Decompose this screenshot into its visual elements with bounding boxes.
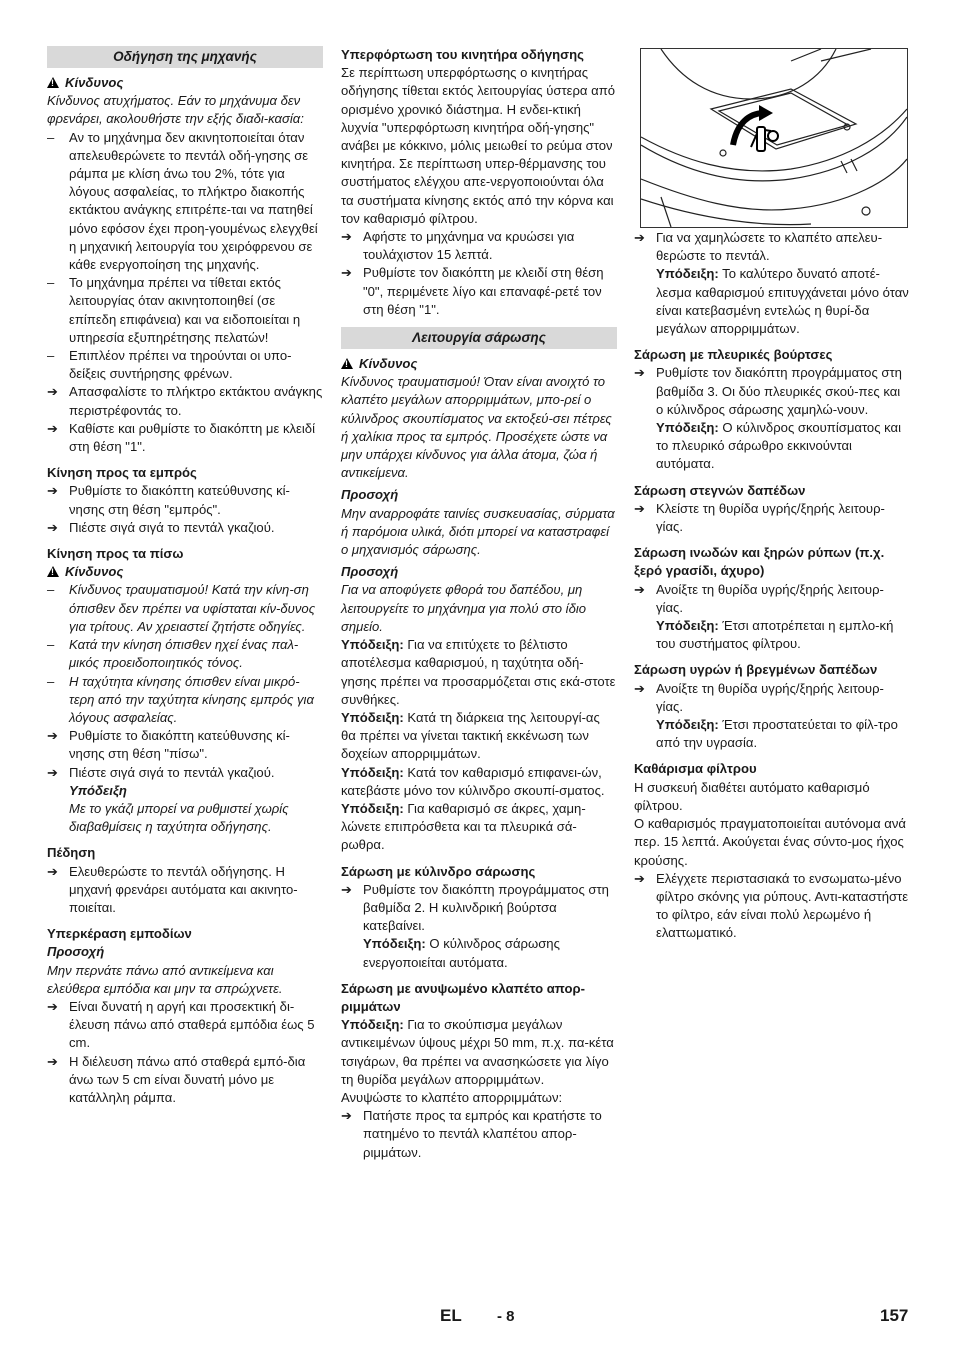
step-item: ➔ Ανοίξτε τη θυρίδα υγρής/ξηρής λειτουρ-γίας. <box>634 680 910 716</box>
right-arrow-icon: ➔ <box>341 229 352 245</box>
right-arrow-icon: ➔ <box>341 881 352 897</box>
paragraph: Η συσκευή διαθέτει αυτόματο καθαρισμό φίλτρου. <box>634 779 870 813</box>
section-title-driving: Οδήγηση της μηχανής <box>47 46 323 68</box>
dash-bullet: – <box>47 348 55 364</box>
step-item: ➔ Αφήστε το μηχάνημα να κρυώσει για τουλάχιστον 15 λεπτά. <box>341 228 617 264</box>
dash-bullet: – <box>47 637 55 653</box>
step-item: ➔ Ρυθμίστε τον διακόπτη προγράμματος στη βαθμίδα 2. Η κυλινδρική βούρτσα κατεβαίνει. <box>341 881 617 936</box>
list-item: – Επιπλέον πρέπει να τηρούνται οι υπο-δείξεις συντήρησης φρένων. <box>47 347 323 383</box>
section-page-number: - 8 <box>497 1308 515 1325</box>
step-item: ➔ Πιέστε σιγά σιγά το πεντάλ γκαζιού. <box>47 764 323 782</box>
caution-text: Μην περνάτε πάνω από αντικείμενα και ελεύθερα εμπόδια και μην τα σπρώχνετε. <box>47 962 283 996</box>
caution-text: Μην αναρροφάτε ταινίες συσκευασίας, σύρματα ή παρόμοια υλικά, διότι μπορεί να καταστραφεί ο μηχανισμός σάρωσης. <box>341 505 615 558</box>
note-paragraph: Υπόδειξη: Το καλύτερο δυνατό αποτέ-λεσμα καθαρισμού επιτυγχάνεται μόνο όταν είναι κατεβασμένη εντελώς η θυρί-δα μεγάλων απορριμμάτων. <box>656 266 909 337</box>
caution-heading: Προσοχή <box>341 564 399 580</box>
heading-overload: Υπερφόρτωση του κινητήρα οδήγησης <box>341 47 584 62</box>
machine-drawing <box>641 49 907 227</box>
note-paragraph: Υπόδειξη: Ο κύλινδρος σάρωσης ενεργοποιείται αυτόματα. <box>363 936 560 970</box>
step-item: ➔ Απασφαλίστε το πλήκτρο εκτάκτου ανάγκης περιστρέφοντάς το. <box>47 383 323 419</box>
step-item: ➔ Καθίστε και ρυθμίστε το διακόπτη με κλειδί στη θέση "1". <box>47 420 323 456</box>
heading-fibrous-dirt: Σάρωση ινωδών και ξηρών ρύπων (π.χ. ξερό γρασίδι, άχυρο) <box>634 545 885 579</box>
step-item: ➔ Ρυθμίστε το διακόπτη κατεύθυνσης κί-νησης στη θέση "εμπρός". <box>47 482 323 518</box>
right-arrow-icon: ➔ <box>47 764 58 780</box>
right-arrow-icon: ➔ <box>634 230 645 245</box>
right-arrow-icon: ➔ <box>47 519 58 535</box>
note-paragraph: Υπόδειξη: Ο κύλινδρος σκουπίσματος και το πλευρικό σάρωθρο εκκινούνται αυτόματα. <box>656 420 902 472</box>
note-paragraph: Υπόδειξη: Κατά τη διάρκεια της λειτουργί-ας θα πρέπει να γίνεται τακτική εκκένωση των δοχείων απορριμμάτων. <box>341 709 600 762</box>
dash-bullet: – <box>47 275 55 291</box>
right-arrow-icon: ➔ <box>634 680 645 696</box>
right-arrow-icon: ➔ <box>341 1108 352 1124</box>
right-arrow-icon: ➔ <box>634 870 645 886</box>
right-arrow-icon: ➔ <box>341 265 352 281</box>
column-2 <box>341 46 617 1162</box>
right-arrow-icon: ➔ <box>634 581 645 597</box>
warning-text: Κίνδυνος τραυματισμού! Όταν είναι ανοιχτό το κλαπέτο μεγάλων απορριμμάτων, μπο-ρεί ο κύλινδρος σκουπίσματος να εκτοξεύ-σει πέτρες ή χαλίκια προς τα εμπρός. Προσέχετε ώστε να μην υπάρχει κίνδυνος για άλλα άτομα, ζώα ή αντικείμενα. <box>341 374 612 481</box>
step-item: ➔ Για να χαμηλώσετε το κλαπέτο απελευ-θερώστε το πεντάλ. <box>634 229 910 265</box>
right-arrow-icon: ➔ <box>47 728 58 744</box>
heading-dry-floors: Σάρωση στεγνών δαπέδων <box>634 482 806 498</box>
paragraph: Ανυψώστε το κλαπέτο απορριμμάτων: <box>341 1089 563 1105</box>
pedal-illustration <box>640 48 908 228</box>
list-item: – Κίνδυνος τραυματισμού! Κατά την κίνη-ση όπισθεν δεν πρέπει να υφίσταται κίν-δυνος για τρίτους. Αν χρειαστεί ζητήστε οδηγίες. <box>47 581 323 636</box>
note-paragraph: Υπόδειξη: Για καθαρισμό σε άκρες, χαμη-λώνετε επιπρόσθετα και τα πλευρικά σά-ρωθρα. <box>341 800 586 853</box>
right-arrow-icon: ➔ <box>47 420 58 436</box>
warning-heading: !Κίνδυνος <box>341 355 617 373</box>
note-text: Με το γκάζι μπορεί να ρυθμιστεί χωρίς διαβαθμίσεις η ταχύτητα οδήγησης. <box>69 800 289 835</box>
list-item: – Κατά την κίνηση όπισθεν ηχεί ένας παλ-μικός προειδοποιητικός τόνος. <box>47 636 323 672</box>
dash-bullet: – <box>47 129 55 145</box>
step-item: ➔ Ρυθμίστε το διακόπτη κατεύθυνσης κί-νησης στη θέση "πίσω". <box>47 727 323 763</box>
note-paragraph: Υπόδειξη: Κατά τον καθαρισμό επιφανει-ών, κατεβάστε μόνο τον κύλινδρο σκουπί-σματος. <box>341 764 605 798</box>
heading-side-brushes: Σάρωση με πλευρικές βούρτσες <box>634 347 833 363</box>
right-arrow-icon: ➔ <box>47 1053 58 1069</box>
warning-triangle-icon <box>341 358 353 369</box>
heading-filter-cleaning: Καθάρισμα φίλτρου <box>634 761 757 777</box>
right-arrow-icon: ➔ <box>47 998 58 1014</box>
step-item: ➔ Η διέλευση πάνω από σταθερά εμπό-δια άνω των 5 cm είναι δυνατή μόνο με κατάλληλη ράμπα. <box>47 1053 323 1108</box>
right-arrow-icon: ➔ <box>47 483 58 499</box>
note-paragraph: Υπόδειξη: Για το σκούπισμα μεγάλων αντικειμένων ύψους μέχρι 50 mm, π.χ. πα-κέτα τσιγάρων, θα πρέπει να ανασηκώσετε για λίγο τη θυρίδα μεγάλων απορριμμάτων. <box>341 1017 614 1087</box>
step-item: ➔ Πατήστε προς τα εμπρός και κρατήστε το πατημένο το πεντάλ κλαπέτου απορ-ριμμάτων. <box>341 1107 617 1162</box>
heading-reverse: Κίνηση προς τα πίσω <box>47 546 184 562</box>
note-paragraph: Υπόδειξη: Έτσι προστατεύεται το φίλ-τρο από την υγρασία. <box>656 717 898 751</box>
paragraph: Ο καθαρισμός πραγματοποιείται αυτόνομα ανά περ. 15 λεπτά. Ακούγεται ένας σύντο-μος ήχος κρούσης. <box>634 816 906 868</box>
step-item: ➔ Ρυθμίστε τον διακόπτη με κλειδί στη θέση "0", περιμένετε λίγο και επαναφέ-ρετέ τον στη θέση "1". <box>341 264 617 319</box>
step-item: ➔ Ανοίξτε τη θυρίδα υγρής/ξηρής λειτουρ-γίας. <box>634 581 910 617</box>
dash-bullet: – <box>47 673 55 689</box>
column-1 <box>47 46 323 1107</box>
right-arrow-icon: ➔ <box>47 384 58 400</box>
warning-heading: !Κίνδυνος <box>47 563 323 581</box>
list-item: – Η ταχύτητα κίνησης όπισθεν είναι μικρό-τερη από την ταχύτητα κίνησης εμπρός για λόγους ασφαλείας. <box>47 673 323 728</box>
caution-text: Για να αποφύγετε φθορά του δαπέδου, μη λειτουργείτε το μηχάνημα για πολύ στο ίδιο σημείο. <box>341 582 587 634</box>
caution-heading: Προσοχή <box>47 944 105 960</box>
right-arrow-icon: ➔ <box>634 365 645 381</box>
right-arrow-icon: ➔ <box>634 500 645 516</box>
column-3 <box>634 229 910 943</box>
warning-triangle-icon <box>47 77 59 88</box>
step-item: ➔ Πιέστε σιγά σιγά το πεντάλ γκαζιού. <box>47 519 323 537</box>
caution-heading: Προσοχή <box>341 487 399 503</box>
warning-text: Κίνδυνος ατυχήματος. Εάν το μηχάνυμα δεν φρενάρει, ακολουθήστε την εξής διαδι-κασία: <box>47 93 304 127</box>
step-item: ➔ Κλείστε τη θυρίδα υγρής/ξηρής λειτουρ-γίας. <box>634 500 910 536</box>
right-arrow-icon: ➔ <box>47 863 58 879</box>
paragraph: Σε περίπτωση υπερφόρτωσης ο κινητήρας οδήγησης τίθεται εκτός λειτουργίας ύστερα από ορισμένο χρονικό διάστημα. Η ενδει-κτική λυχνία "υπερφόρτωση κινητήρα οδή-γησης" ανάβει με κόκκινο, μόλις μειωθεί το ρεύμα στον κινητήρα. Σε περίπτωση υπερ-θέρμανσης του συστήματος ελέγχου απε-νεργοποιούνται όλα τα συστήματα κίνησης εκτός από την κόρνα και τον καθαρισμό φίλτρου. <box>341 65 616 226</box>
dash-bullet: – <box>47 582 55 598</box>
note-paragraph: Υπόδειξη: Έτσι αποτρέπεται η εμπλο-κή του συστήματος φίλτρου. <box>656 618 894 652</box>
step-item: ➔ Είναι δυνατή η αργή και προσεκτική δι-έλευση πάνω από σταθερά εμπόδια έως 5 cm. <box>47 998 323 1053</box>
heading-obstacles: Υπερκέραση εμποδίων <box>47 926 192 942</box>
heading-braking: Πέδηση <box>47 845 96 861</box>
step-item: ➔ Ελευθερώστε το πεντάλ οδήγησης. Η μηχανή φρενάρει αυτόματα και ακινητο-ποιείται. <box>47 863 323 918</box>
page-number: 157 <box>880 1306 909 1325</box>
heading-wet-floors: Σάρωση υγρών ή βρεγμένων δαπέδων <box>634 662 878 678</box>
section-title-sweeping: Λειτουργία σάρωσης <box>341 327 617 349</box>
step-item: ➔ Ελέγχετε περιστασιακά το ενσωματω-μένο φίλτρο σκόνης για ρύπους. Αντι-καταστήστε το φίλτρο, εάν είναι πολύ λερωμένο ή ελαττωματικό. <box>634 870 910 943</box>
warning-heading: !Κίνδυνος <box>47 74 323 92</box>
list-item: – Αν το μηχάνημα δεν ακινητοποιείται όταν απελευθερώνετε το πεντάλ οδή-γησης σε ράμπα με κλίση άνω του 2%, τότε για λόγους ασφαλείας, το πλήκτρο διακοπής εκτάκτου ανάγκης επιτρέπε-ται να πατηθεί μόνο εφόσον έχει προη-γουμένως ελεγχθεί η μηχανική λειτουργία του χειρόφρενου σε κάθε ενεργοποίηση της μηχανής. <box>47 129 323 275</box>
note-title: Υπόδειξη <box>69 782 127 798</box>
heading-raised-flap: Σάρωση με ανυψωμένο κλαπέτο απορ-ριμμάτων <box>341 980 585 1014</box>
step-item: ➔ Ρυθμίστε τον διακόπτη προγράμματος στη βαθμίδα 3. Οι δύο πλευρικές σκού-πες και ο κύλινδρος σάρωσης χαμηλώ-νουν. <box>634 364 910 419</box>
note-paragraph: Υπόδειξη: Για να επιτύχετε το βέλτιστο αποτέλεσμα καθαρισμού, η ταχύτητα οδή-γησης πρέπει να προσαρμόζεται στις εκά-στοτε συνθήκες. <box>341 637 616 707</box>
language-code: EL <box>440 1306 462 1325</box>
heading-forward: Κίνηση προς τα εμπρός <box>47 465 197 481</box>
heading-roller: Σάρωση με κύλινδρο σάρωσης <box>341 863 536 879</box>
warning-triangle-icon <box>47 566 59 577</box>
list-item: – Το μηχάνημα πρέπει να τίθεται εκτός λειτουργίας όταν ακινητοποιηθεί (σε επίπεδη επιφάνεια) και να ειδοποιείται η υπηρεσία εξυπηρέτησης πελατών! <box>47 274 323 347</box>
